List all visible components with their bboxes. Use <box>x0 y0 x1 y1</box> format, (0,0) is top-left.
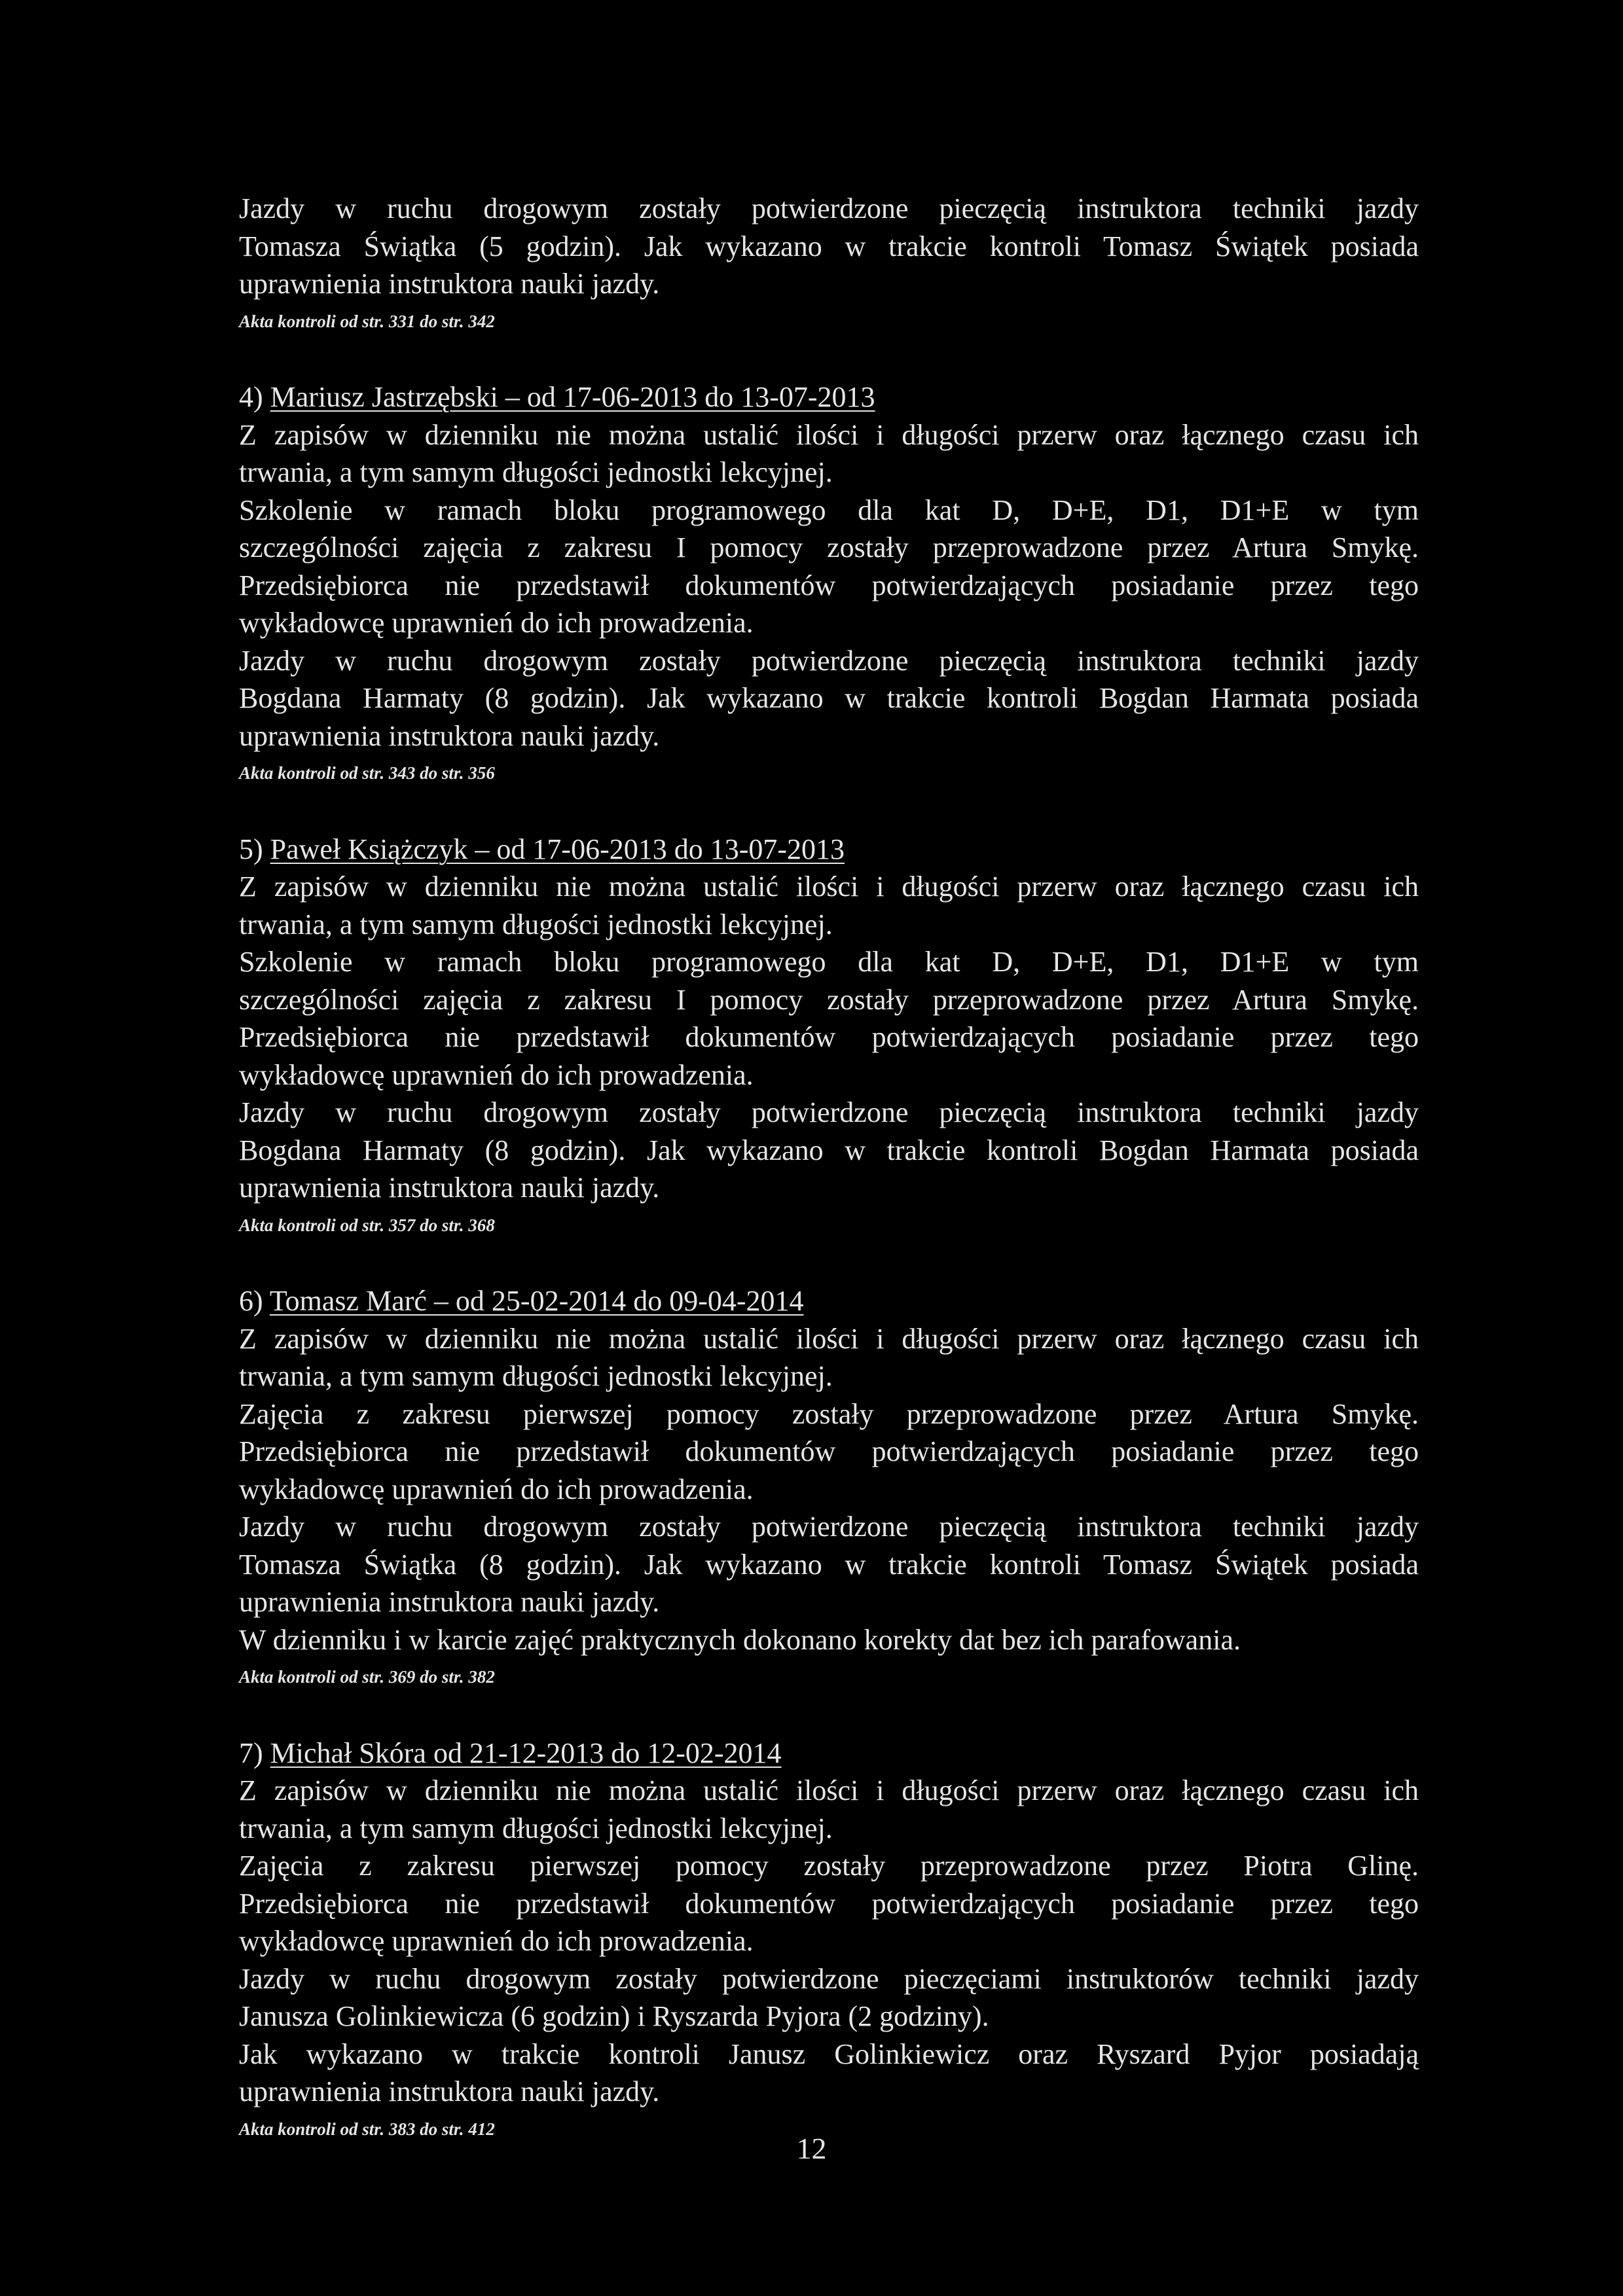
text-line: szczególności zajęcia z zakresu I pomocy zostały przeprowadzone przez Artura Smykę. <box>239 531 1419 564</box>
text-line: Przedsiębiorca nie przedstawił dokumentów potwierdzających posiadanie przez tego <box>239 1021 1419 1053</box>
section-6 <box>239 1282 1419 1696</box>
text-line: Z zapisów w dzienniku nie można ustalić ilości i długości przerw oraz łącznego czasu ich <box>239 1322 1419 1355</box>
section-5 <box>239 831 1419 1245</box>
text-line: Z zapisów w dzienniku nie można ustalić ilości i długości przerw oraz łącznego czasu ich <box>239 870 1419 903</box>
text-line: Jazdy w ruchu drogowym zostały potwierdzone pieczęcią instruktora techniki jazdy <box>239 1511 1419 1543</box>
text-line: Jazdy w ruchu drogowym zostały potwierdzone pieczęcią instruktora techniki jazdy <box>239 192 1419 224</box>
text-line: trwania, a tym samym długości jednostki lekcyjnej. <box>239 456 833 488</box>
text-line: Przedsiębiorca nie przedstawił dokumentów potwierdzających posiadanie przez tego <box>239 1887 1419 1920</box>
text-line: Z zapisów w dzienniku nie można ustalić ilości i długości przerw oraz łącznego czasu ich <box>239 418 1419 451</box>
text-line: Bogdana Harmaty (8 godzin). Jak wykazano w trakcie kontroli Bogdan Harmata posiada <box>239 682 1419 714</box>
text-line: Tomasza Świątka (8 godzin). Jak wykazano w trakcie kontroli Tomasz Świątek posiada <box>239 1548 1419 1581</box>
text-line: Tomasza Świątka (5 godzin). Jak wykazano w trakcie kontroli Tomasz Świątek posiada <box>239 230 1419 262</box>
section-heading <box>239 1282 1419 1320</box>
text-line: Jak wykazano w trakcie kontroli Janusz Golinkiewicz oraz Ryszard Pyjor posiadają <box>239 2037 1419 2070</box>
text-line: Zajęcia z zakresu pierwszej pomocy zostały przeprowadzone przez Piotra Glinę. <box>239 1850 1419 1882</box>
text-line: Bogdana Harmaty (8 godzin). Jak wykazano w trakcie kontroli Bogdan Harmata posiada <box>239 1134 1419 1166</box>
text-line: uprawnienia instruktora nauki jazdy. <box>239 1172 660 1204</box>
section-heading <box>239 831 1419 869</box>
text-line: Jazdy w ruchu drogowym zostały potwierdzone pieczęciami instruktorów techniki jazdy <box>239 1962 1419 1995</box>
text-line: trwania, a tym samym długości jednostki lekcyjnej. <box>239 1812 833 1844</box>
text-line: uprawnienia instruktora nauki jazdy. <box>239 268 660 300</box>
file-reference: Akta kontroli od str. 343 do str. 356 <box>239 763 495 783</box>
text-line: Jazdy w ruchu drogowym zostały potwierdzone pieczęcią instruktora techniki jazdy <box>239 644 1419 677</box>
text-line: Janusza Golinkiewicza (6 godzin) i Ryszarda Pyjora (2 godziny). <box>239 2000 989 2032</box>
text-line: Zajęcia z zakresu pierwszej pomocy zostały przeprowadzone przez Artura Smykę. <box>239 1397 1419 1430</box>
section-number: 6) <box>239 1285 263 1317</box>
section-number: 4) <box>239 381 263 413</box>
file-reference: Akta kontroli od str. 357 do str. 368 <box>239 1215 495 1235</box>
section-title: Paweł Książczyk – od 17-06-2013 do 13-07-2013 <box>270 833 845 865</box>
text-line: wykładowcę uprawnień do ich prowadzenia. <box>239 607 754 639</box>
text-line: wykładowcę uprawnień do ich prowadzenia. <box>239 1473 754 1505</box>
text-line: Szkolenie w ramach bloku programowego dla kat D, D+E, D1, D1+E w tym <box>239 493 1419 526</box>
text-line: uprawnienia instruktora nauki jazdy. <box>239 1586 660 1618</box>
section-title: Michał Skóra od 21-12-2013 do 12-02-2014 <box>270 1736 782 1769</box>
text-line: Jazdy w ruchu drogowym zostały potwierdzone pieczęcią instruktora techniki jazdy <box>239 1096 1419 1128</box>
text-line: uprawnienia instruktora nauki jazdy. <box>239 719 660 752</box>
text-line: trwania, a tym samym długości jednostki lekcyjnej. <box>239 908 833 941</box>
section-4 <box>239 378 1419 793</box>
section-7 <box>239 1734 1419 2149</box>
text-line: Z zapisów w dzienniku nie można ustalić ilości i długości przerw oraz łącznego czasu ich <box>239 1774 1419 1806</box>
file-reference: Akta kontroli od str. 383 do str. 412 <box>239 2119 495 2139</box>
section-number: 7) <box>239 1736 263 1769</box>
file-reference: Akta kontroli od str. 369 do str. 382 <box>239 1667 495 1687</box>
section-number: 5) <box>239 833 263 865</box>
section-heading <box>239 1734 1419 1772</box>
section-title: Tomasz Marć – od 25-02-2014 do 09-04-2014 <box>269 1285 804 1317</box>
section-heading <box>239 378 1419 416</box>
document-body <box>239 190 1419 2148</box>
text-line: Przedsiębiorca nie przedstawił dokumentów potwierdzających posiadanie przez tego <box>239 569 1419 601</box>
intro-paragraph <box>239 190 1419 340</box>
text-line: Szkolenie w ramach bloku programowego dla kat D, D+E, D1, D1+E w tym <box>239 946 1419 978</box>
text-line: trwania, a tym samym długości jednostki lekcyjnej. <box>239 1360 833 1392</box>
text-line: uprawnienia instruktora nauki jazdy. <box>239 2075 660 2108</box>
text-line: wykładowcę uprawnień do ich prowadzenia. <box>239 1058 754 1091</box>
text-line: W dzienniku i w karcie zajęć praktycznych dokonano korekty dat bez ich parafowania. <box>239 1623 1241 1656</box>
text-line: wykładowcę uprawnień do ich prowadzenia. <box>239 1925 754 1957</box>
file-reference: Akta kontroli od str. 331 do str. 342 <box>239 311 495 331</box>
page-number: 12 <box>796 2132 827 2165</box>
section-title: Mariusz Jastrzębski – od 17-06-2013 do 13-07-2013 <box>270 381 875 413</box>
text-line: Przedsiębiorca nie przedstawił dokumentów potwierdzających posiadanie przez tego <box>239 1435 1419 1467</box>
text-line: szczególności zajęcia z zakresu I pomocy zostały przeprowadzone przez Artura Smykę. <box>239 983 1419 1016</box>
